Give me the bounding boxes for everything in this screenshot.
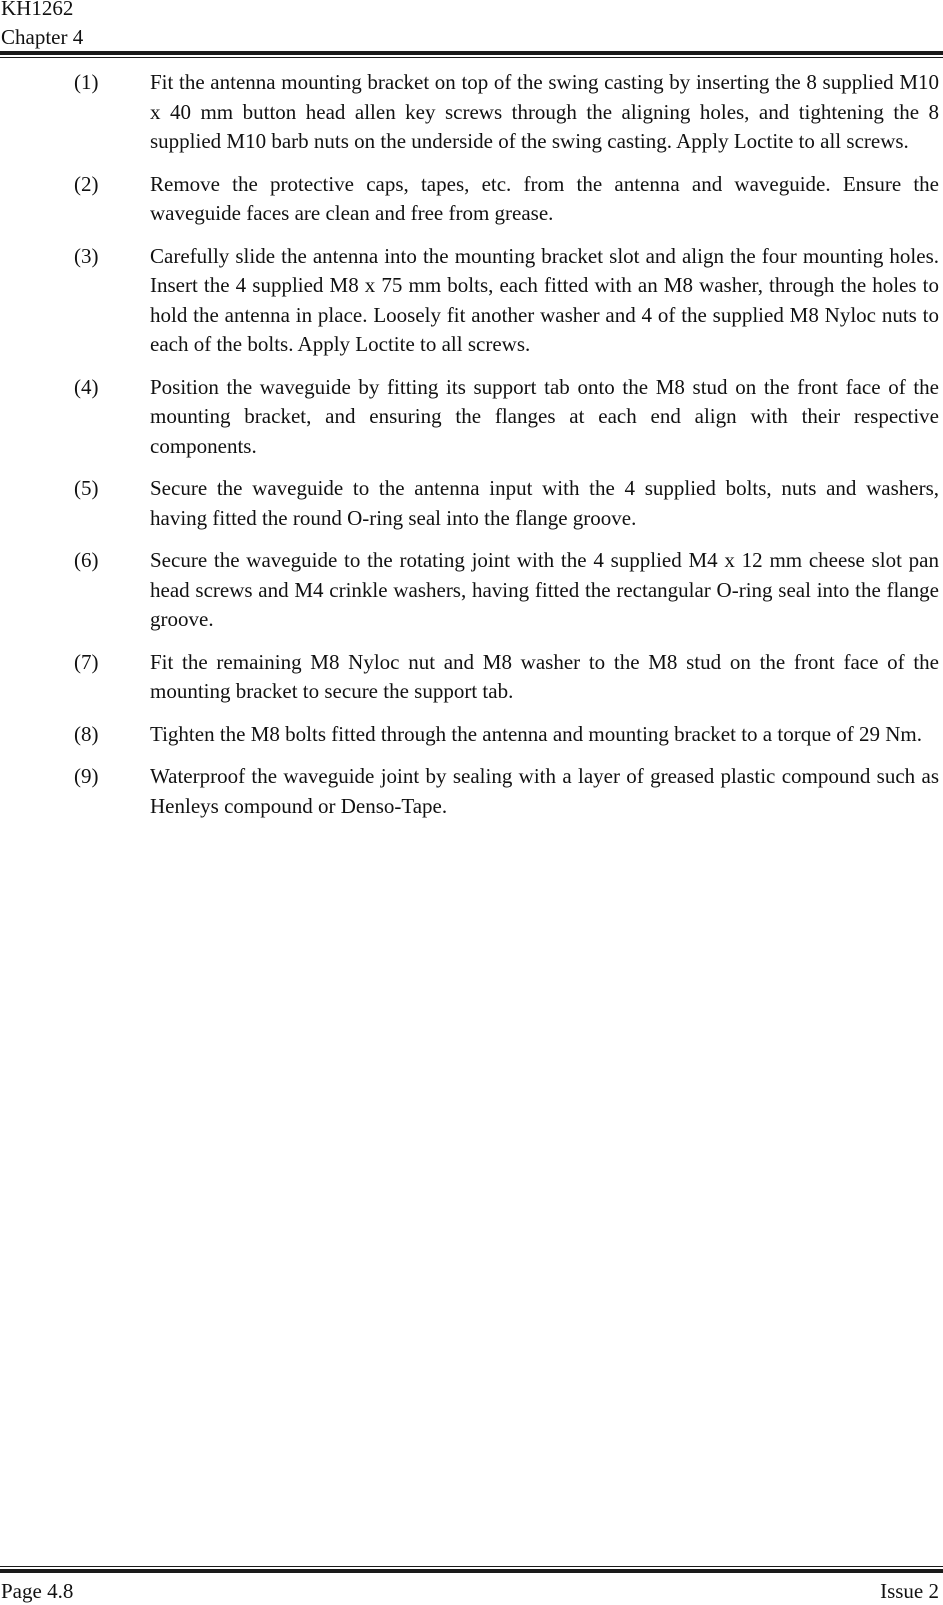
step-6	[0, 546, 943, 635]
footer-rule	[0, 1566, 943, 1573]
step-3	[0, 242, 943, 360]
step-text: Secure the waveguide to the antenna input with the 4 supplied bolts, nuts and washers, having fitted the round O-ring seal into the flange groove.	[150, 476, 939, 530]
step-number: (9)	[74, 764, 99, 788]
step-text: Position the waveguide by fitting its support tab onto the M8 stud on the front face of the mounting bracket, and ensuring the flanges at each end align with their respective components.	[150, 374, 939, 458]
step-text: Fit the remaining M8 Nyloc nut and M8 washer to the M8 stud on the front face of the mounting bracket to secure the support tab.	[150, 649, 939, 703]
step-number: (8)	[74, 721, 99, 746]
step-5	[0, 474, 943, 533]
step-text: Fit the antenna mounting bracket on top of the swing casting by inserting the 8 supplied M10 x 40 mm button head allen key screws through the aligning holes, and tightening the 8 supplied M10 barb nuts on the underside of the swing casting. Apply Loctite to all screws.	[150, 70, 939, 153]
step-number: (6)	[74, 548, 99, 572]
step-text: Remove the protective caps, tapes, etc. from the antenna and waveguide. Ensure the waveguide faces are clean and free from grease.	[150, 171, 939, 225]
header-rule	[0, 51, 943, 58]
step-text: Secure the waveguide to the rotating joint with the 4 supplied M4 x 12 mm cheese slot pan head screws and M4 crinkle washers, having fitted the rectangular O-ring seal into the flange groove.	[150, 548, 939, 631]
page-footer	[0, 1577, 943, 1605]
step-9	[0, 762, 943, 821]
procedure-steps	[0, 68, 943, 834]
step-2	[0, 170, 943, 229]
step-number: (7)	[74, 649, 99, 674]
step-text: Carefully slide the antenna into the mounting bracket slot and align the four mounting holes. Insert the 4 supplied M8 x 75 mm bolts, each fitted with an M8 washer, through the holes to hold the antenna in place. Loosely fit another washer and 4 of the supplied M8 Nyloc nuts to each of the bolts. Apply Loctite to all screws.	[150, 243, 939, 356]
step-1	[0, 68, 943, 157]
step-number: (4)	[74, 374, 99, 399]
step-7	[0, 648, 943, 707]
step-4	[0, 373, 943, 462]
issue-label: Issue 2	[880, 1579, 939, 1603]
step-text: Waterproof the waveguide joint by sealing with a layer of greased plastic compound such as Henleys compound or Denso-Tape.	[150, 764, 939, 818]
step-text: Tighten the M8 bolts fitted through the antenna and mounting bracket to a torque of 29 Nm.	[150, 721, 923, 746]
page-header	[0, 0, 943, 52]
page-number: Page 4.8	[1, 1579, 74, 1603]
step-number: (5)	[74, 476, 99, 500]
document-code: KH1262	[1, 0, 74, 20]
chapter-label: Chapter 4	[1, 25, 84, 49]
step-number: (2)	[74, 171, 99, 196]
step-8	[0, 720, 943, 750]
step-number: (1)	[74, 70, 99, 94]
step-number: (3)	[74, 243, 99, 268]
